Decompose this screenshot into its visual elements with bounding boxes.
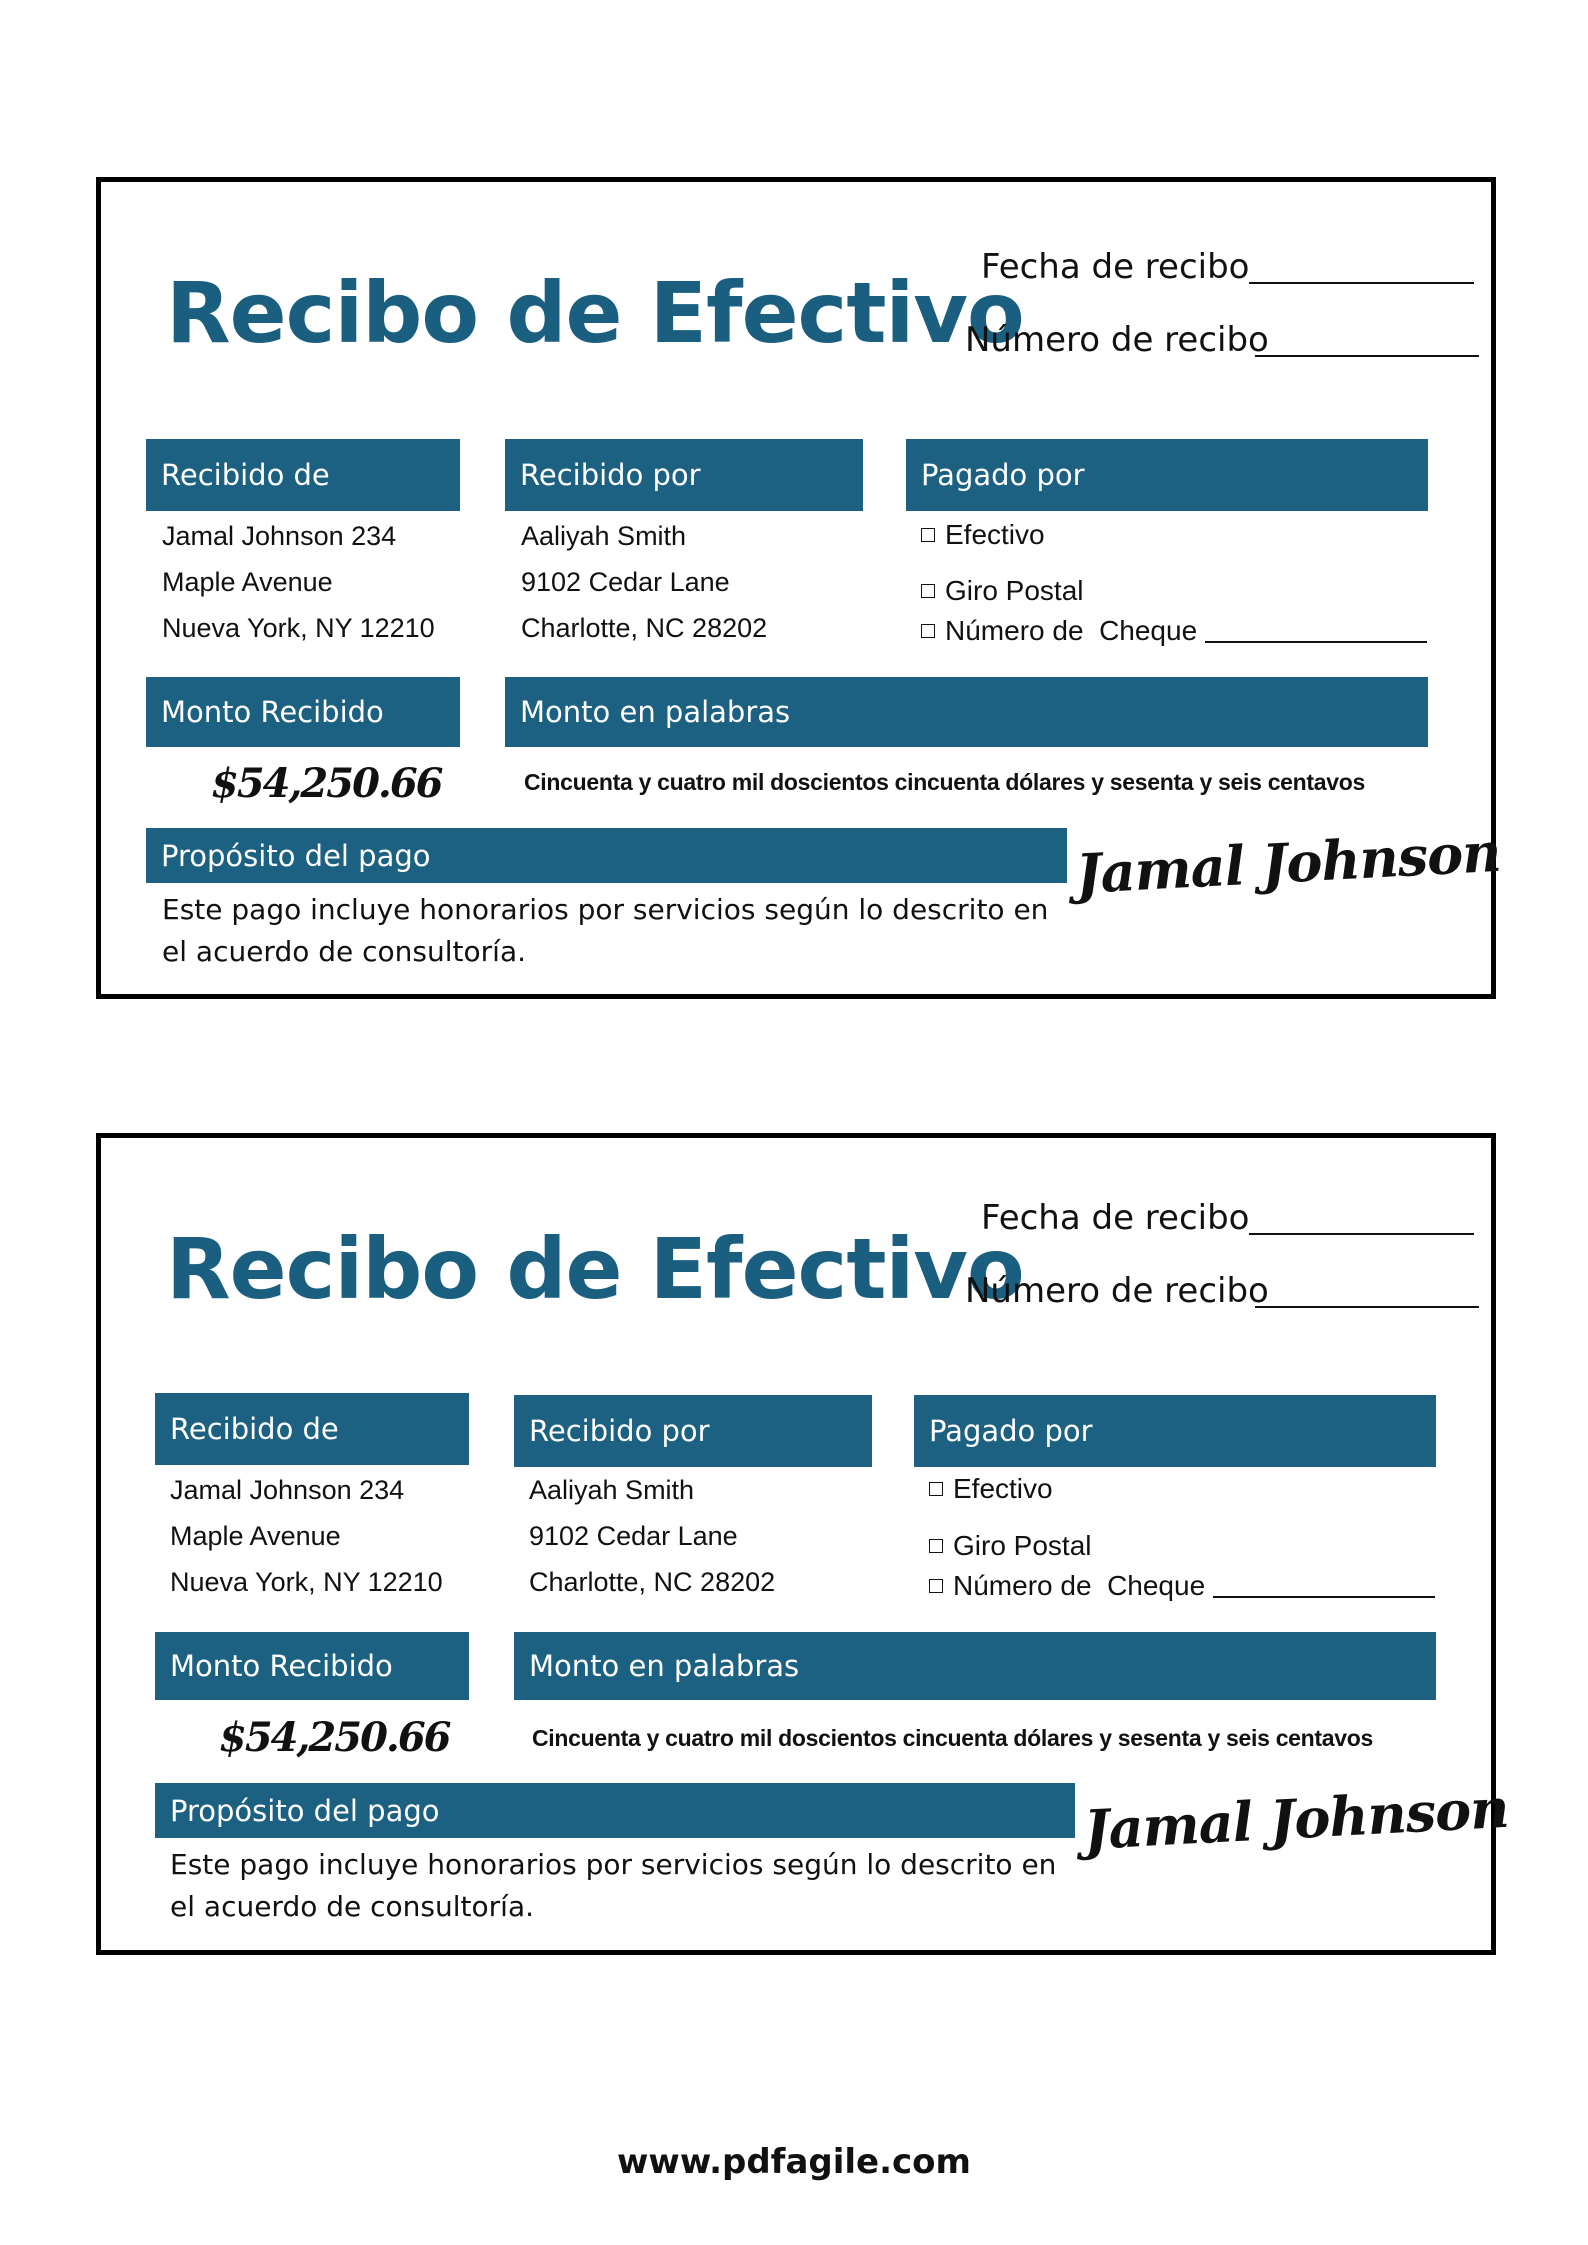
address-line: Nueva York, NY 12210 — [170, 1567, 443, 1597]
cheque-number-field[interactable] — [1213, 1574, 1435, 1598]
address-line: Maple Avenue — [162, 567, 333, 597]
monto-palabras-header: Monto en palabras — [514, 1632, 1436, 1700]
recibido-por-address — [529, 1467, 775, 1605]
footer-url[interactable]: www.pdfagile.com — [617, 2142, 971, 2182]
recibido-por-address — [521, 513, 767, 651]
proposito-text: Este pago incluye honorarios por servicios según lo descrito en el acuerdo de consultoría. — [162, 893, 1049, 968]
fecha-field[interactable] — [1249, 282, 1474, 284]
pagado-por-header: Pagado por — [914, 1395, 1436, 1467]
proposito-header: Propósito del pago — [155, 1783, 1075, 1838]
numero-label: Número de recibo — [965, 320, 1269, 360]
monto-palabras-value: Cincuenta y cuatro mil doscientos cincuenta dólares y sesenta y seis centavos — [532, 1725, 1374, 1751]
address-line: Jamal Johnson 234 — [162, 521, 397, 551]
monto-recibido-header: Monto Recibido — [155, 1632, 469, 1700]
address-line: Jamal Johnson 234 — [170, 1475, 405, 1505]
checkbox-icon[interactable] — [929, 1539, 943, 1553]
option-label: Giro Postal — [953, 1530, 1092, 1561]
option-label: Número de Cheque — [953, 1570, 1206, 1601]
checkbox-icon[interactable] — [921, 528, 935, 542]
checkbox-icon[interactable] — [929, 1482, 943, 1496]
monto-recibido-value: $54,250.66 — [219, 1714, 450, 1761]
option-cheque[interactable] — [921, 615, 1427, 647]
proposito-text: Este pago incluye honorarios por servicios según lo descrito en el acuerdo de consultoría. — [170, 1848, 1057, 1923]
numero-field[interactable] — [1255, 1306, 1479, 1308]
option-label: Efectivo — [945, 519, 1045, 550]
option-giro-postal[interactable] — [929, 1530, 1092, 1562]
signature: Jamal Johnson — [1074, 819, 1502, 906]
option-giro-postal[interactable] — [921, 575, 1084, 607]
receipt-2 — [96, 1133, 1510, 1955]
receipt-title: Recibo de Efectivo — [166, 264, 1024, 362]
numero-field[interactable] — [1255, 355, 1479, 357]
option-label: Efectivo — [953, 1473, 1053, 1504]
address-line: Charlotte, NC 28202 — [529, 1567, 776, 1597]
checkbox-icon[interactable] — [929, 1579, 943, 1593]
recibido-por-header: Recibido por — [514, 1395, 872, 1467]
address-line: Charlotte, NC 28202 — [521, 613, 768, 643]
fecha-label: Fecha de recibo — [981, 247, 1250, 287]
address-line: 9102 Cedar Lane — [529, 1521, 738, 1551]
monto-recibido-value: $54,250.66 — [211, 760, 442, 807]
monto-palabras-header: Monto en palabras — [505, 677, 1428, 747]
recibido-de-header: Recibido de — [146, 439, 460, 511]
option-cheque[interactable] — [929, 1570, 1435, 1602]
pagado-por-header: Pagado por — [906, 439, 1428, 511]
option-efectivo[interactable] — [929, 1473, 1053, 1505]
fecha-field[interactable] — [1249, 1233, 1474, 1235]
recibido-de-address — [162, 513, 435, 651]
numero-label: Número de recibo — [965, 1271, 1269, 1311]
option-label: Giro Postal — [945, 575, 1084, 606]
address-line: 9102 Cedar Lane — [521, 567, 730, 597]
fecha-label: Fecha de recibo — [981, 1198, 1250, 1238]
checkbox-icon[interactable] — [921, 624, 935, 638]
receipt-1 — [96, 177, 1502, 999]
proposito-header: Propósito del pago — [146, 828, 1067, 883]
option-efectivo[interactable] — [921, 519, 1045, 551]
recibido-de-header: Recibido de — [155, 1393, 469, 1465]
receipt-title: Recibo de Efectivo — [166, 1220, 1024, 1318]
recibido-por-header: Recibido por — [505, 439, 863, 511]
address-line: Nueva York, NY 12210 — [162, 613, 435, 643]
checkbox-icon[interactable] — [921, 584, 935, 598]
address-line: Aaliyah Smith — [521, 521, 687, 551]
address-line: Maple Avenue — [170, 1521, 341, 1551]
address-line: Aaliyah Smith — [529, 1475, 695, 1505]
signature: Jamal Johnson — [1082, 1775, 1510, 1862]
monto-recibido-header: Monto Recibido — [146, 677, 460, 747]
monto-palabras-value: Cincuenta y cuatro mil doscientos cincuenta dólares y sesenta y seis centavos — [524, 769, 1366, 795]
option-label: Número de Cheque — [945, 615, 1198, 646]
recibido-de-address — [170, 1467, 443, 1605]
cheque-number-field[interactable] — [1205, 619, 1427, 643]
